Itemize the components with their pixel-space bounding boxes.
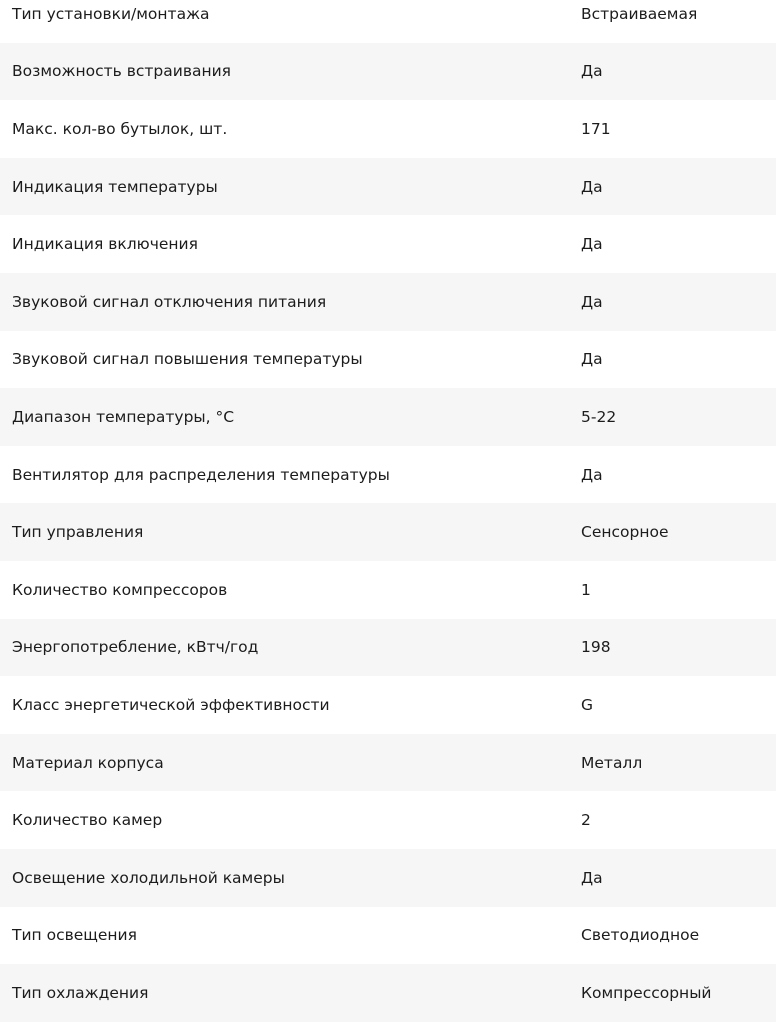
spec-name: Тип установки/монтажа: [12, 4, 210, 23]
spec-value: 1: [581, 580, 591, 599]
spec-value: Да: [581, 465, 603, 484]
spec-name: Индикация включения: [12, 235, 198, 254]
spec-name: Макс. кол-во бутылок, шт.: [12, 119, 228, 138]
spec-row-installation-type: [0, 0, 776, 43]
spec-name: Индикация температуры: [12, 177, 218, 196]
spec-name: Тип освещения: [12, 926, 137, 945]
spec-value: Да: [581, 868, 603, 887]
spec-name: Освещение холодильной камеры: [12, 868, 285, 887]
spec-value: Встраиваемая: [581, 4, 698, 23]
spec-row-temperature-range: [0, 388, 776, 446]
spec-name: Энергопотребление, кВтч/год: [12, 638, 259, 657]
spec-value: G: [581, 695, 594, 714]
spec-row-energy-class: [0, 676, 776, 734]
spec-name: Класс энергетической эффективности: [12, 695, 330, 714]
spec-value: Сенсорное: [581, 523, 669, 542]
spec-name: Количество компрессоров: [12, 580, 228, 599]
spec-row-max-bottles: [0, 100, 776, 158]
spec-row-lighting-type: [0, 907, 776, 965]
spec-name: Диапазон температуры, °C: [12, 407, 235, 426]
spec-row-cooling-type: [0, 964, 776, 1022]
spec-value: Да: [581, 62, 603, 81]
spec-value: Компрессорный: [581, 983, 712, 1002]
spec-row-temperature-rise-alarm: [0, 331, 776, 389]
spec-value: Да: [581, 292, 603, 311]
spec-row-power-indication: [0, 215, 776, 273]
spec-value: 5-22: [581, 407, 617, 426]
spec-name: Возможность встраивания: [12, 62, 231, 81]
spec-row-chamber-lighting: [0, 849, 776, 907]
spec-row-chamber-count: [0, 791, 776, 849]
spec-row-energy-consumption: [0, 619, 776, 677]
spec-name: Звуковой сигнал отключения питания: [12, 292, 327, 311]
spec-row-compressor-count: [0, 561, 776, 619]
spec-row-fan: [0, 446, 776, 504]
spec-value: Металл: [581, 753, 643, 772]
spec-value: Да: [581, 177, 603, 196]
spec-value: 171: [581, 119, 611, 138]
spec-row-control-type: [0, 503, 776, 561]
spec-name: Тип охлаждения: [12, 983, 149, 1002]
spec-value: 2: [581, 811, 591, 830]
spec-name: Материал корпуса: [12, 753, 164, 772]
spec-value: Да: [581, 350, 603, 369]
spec-name: Количество камер: [12, 811, 163, 830]
spec-row-body-material: [0, 734, 776, 792]
spec-name: Тип управления: [12, 523, 144, 542]
spec-name: Звуковой сигнал повышения температуры: [12, 350, 363, 369]
spec-row-power-off-alarm: [0, 273, 776, 331]
spec-value: Светодиодное: [581, 926, 700, 945]
spec-row-temperature-indication: [0, 158, 776, 216]
spec-row-built-in-capability: [0, 43, 776, 101]
spec-value: Да: [581, 235, 603, 254]
spec-name: Вентилятор для распределения температуры: [12, 465, 390, 484]
spec-value: 198: [581, 638, 611, 657]
